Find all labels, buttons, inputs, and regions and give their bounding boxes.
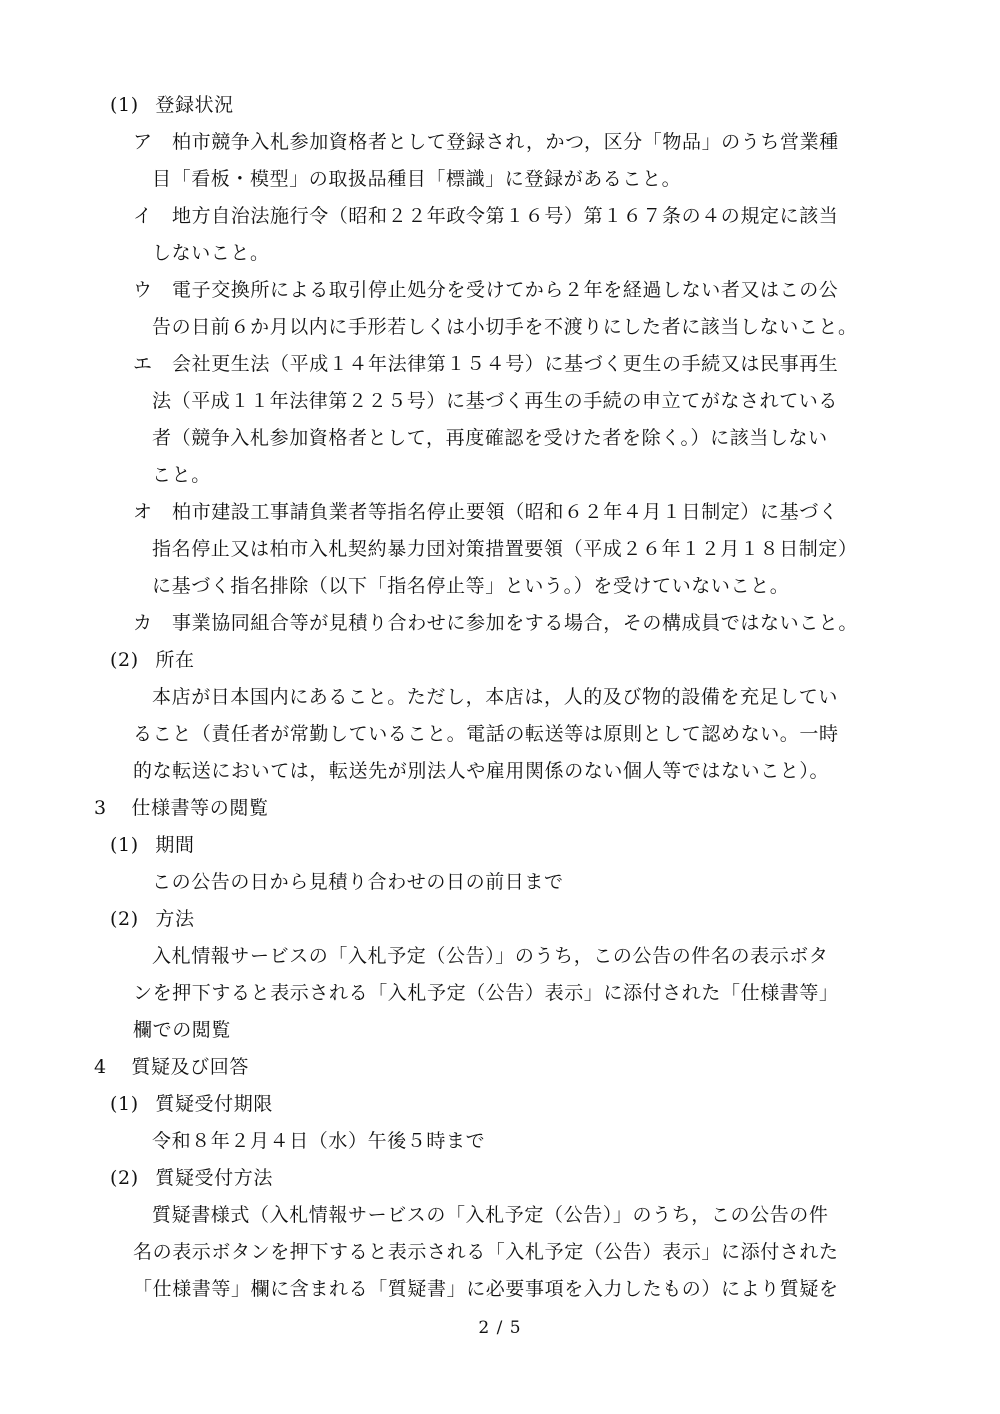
section-heading	[94, 795, 269, 821]
paragraph-line: 的な転送においては，転送先が別法人や雇用関係のない個人等ではないこと）。	[133, 760, 830, 782]
list-item-line: 告の日前６か月以内に手形若しくは小切手を不渡りにした者に該当しないこと。	[152, 316, 858, 338]
page-number: 2 / 5	[478, 1318, 522, 1338]
subsection-title: 質疑受付方法	[155, 1167, 273, 1189]
section-title: 仕様書等の閲覧	[131, 797, 269, 819]
list-item-marker: エ	[133, 353, 153, 375]
list-item-marker: ア	[133, 131, 153, 153]
subsection-number: (2)	[110, 1167, 139, 1189]
list-item-line: 柏市建設工事請負業者等指名停止要領（昭和６２年４月１日制定）に基づく	[172, 501, 839, 523]
subsection-heading	[110, 832, 195, 858]
paragraph-line: 本店が日本国内にあること。ただし，本店は，人的及び物的設備を充足してい	[152, 686, 839, 708]
paragraph-line: 質疑書様式（入札情報サービスの「入札予定（公告）」のうち，この公告の件	[152, 1204, 829, 1226]
subsection-heading	[110, 1091, 273, 1117]
list-item-marker: カ	[133, 612, 153, 634]
section-number: 3	[94, 797, 107, 819]
list-item-line: こと。	[152, 464, 211, 486]
list-item-line: しないこと。	[152, 242, 270, 264]
subsection-title: 方法	[155, 908, 195, 930]
subsection-title: 期間	[155, 834, 195, 856]
paragraph-line: 名の表示ボタンを押下すると表示される「入札予定（公告）表示」に添付された	[133, 1241, 839, 1263]
list-item-marker: オ	[133, 501, 153, 523]
list-item-line: に基づく指名排除（以下「指名停止等」という。）を受けていないこと。	[152, 575, 790, 597]
subsection-number: (2)	[110, 908, 139, 930]
paragraph-line: 「仕様書等」欄に含まれる「質疑書」に必要事項を入力したもの）により質疑を	[133, 1278, 839, 1300]
list-item-line: 者（競争入札参加資格者として，再度確認を受けた者を除く。）に該当しない	[152, 427, 828, 449]
paragraph-line: ンを押下すると表示される「入札予定（公告）表示」に添付された「仕様書等」	[133, 982, 839, 1004]
list-item-line: 電子交換所による取引停止処分を受けてから２年を経過しない者又はこの公	[172, 279, 839, 301]
list-item-line: 目「看板・模型」の取扱品種目「標識」に登録があること。	[152, 168, 682, 190]
subsection-heading	[110, 1165, 273, 1191]
subsection-heading	[110, 647, 195, 673]
list-item-line: 柏市競争入札参加資格者として登録され，かつ，区分「物品」のうち営業種	[172, 131, 839, 153]
list-item-line: 会社更生法（平成１４年法律第１５４号）に基づく更生の手続又は民事再生	[172, 353, 839, 375]
section-number: 4	[94, 1056, 107, 1078]
list-item-marker: イ	[133, 205, 153, 227]
subsection-number: (2)	[110, 649, 139, 671]
paragraph-line: 令和８年２月４日（水）午後５時まで	[152, 1130, 486, 1152]
subsection-number: (1)	[110, 1093, 139, 1115]
paragraph-line: 欄での閲覧	[133, 1019, 232, 1041]
subsection-title: 質疑受付期限	[155, 1093, 273, 1115]
subsection-number: (1)	[110, 94, 139, 116]
subsection-heading	[110, 906, 195, 932]
subsection-number: (1)	[110, 834, 139, 856]
subsection-title: 所在	[155, 649, 195, 671]
paragraph-line: ること（責任者が常勤していること。電話の転送等は原則として認めない。一時	[133, 723, 839, 745]
subsection-title: 登録状況	[155, 94, 234, 116]
list-item-line: 地方自治法施行令（昭和２２年政令第１６号）第１６７条の４の規定に該当	[172, 205, 839, 227]
list-item-line: 法（平成１１年法律第２２５号）に基づく再生の手続の申立てがなされている	[152, 390, 839, 412]
paragraph-line: この公告の日から見積り合わせの日の前日まで	[152, 871, 564, 893]
list-item-line: 事業協同組合等が見積り合わせに参加をする場合，その構成員ではないこと。	[172, 612, 859, 634]
section-title: 質疑及び回答	[131, 1056, 249, 1078]
paragraph-line: 入札情報サービスの「入札予定（公告）」のうち，この公告の件名の表示ボタ	[152, 945, 829, 967]
list-item-line: 指名停止又は柏市入札契約暴力団対策措置要領（平成２６年１２月１８日制定）	[152, 538, 858, 560]
section-heading	[94, 1054, 249, 1080]
subsection-heading	[110, 92, 234, 118]
list-item-marker: ウ	[133, 279, 153, 301]
